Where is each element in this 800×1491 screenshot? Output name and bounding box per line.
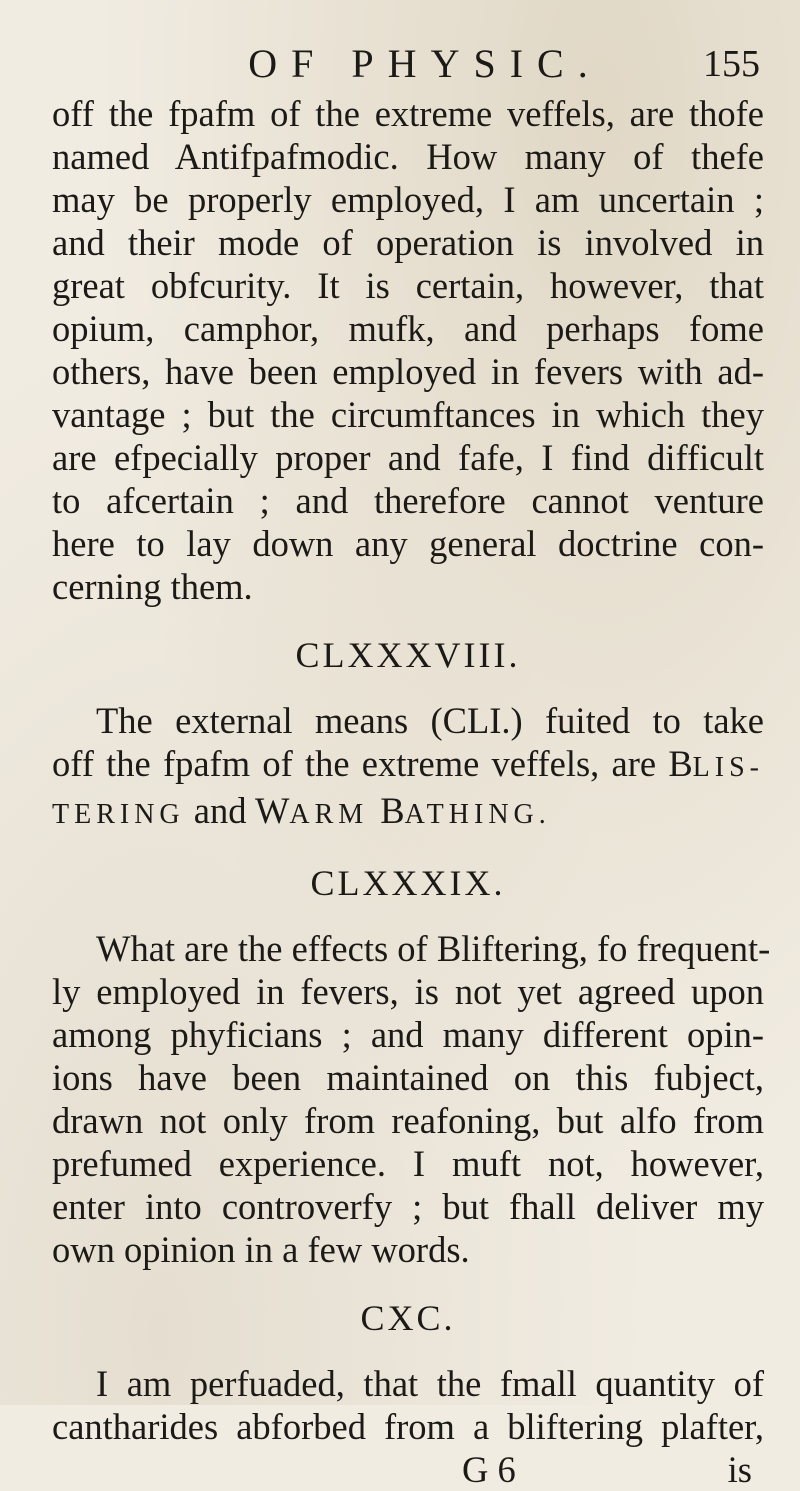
text-line [52,789,764,836]
running-title: OF PHYSIC. [248,41,602,86]
section-heading-190: CXC. [360,1298,456,1338]
text-line [52,742,764,789]
paragraph-antispasmodic [52,92,764,608]
text-line: others, have been employed in fevers with ad- [52,351,764,392]
small-caps-text: ATHING. [404,799,551,830]
text-line: may be properly employed, I am uncertain ; [52,179,764,220]
text-line: cerning them. [52,566,253,607]
text-line: great obfcurity. It is certain, however, that [52,265,764,306]
text-line: own opinion in a few words. [52,1229,470,1270]
section-heading-188: CLXXXVIII. [295,635,521,675]
text-line: enter into controverfy ; but fhall deliver my [52,1186,764,1227]
small-caps-initial: B [668,743,693,784]
small-caps-text: LIS- [692,752,764,783]
text-line: opium, camphor, mufk, and perhaps fome [52,308,764,349]
text-line: off the fpafm of the extreme veffels, are thofe [52,93,764,134]
page-body [52,92,771,1491]
small-caps-text: TERING [52,799,185,830]
small-caps-initial: B [380,790,405,831]
text-line: I am perfuaded, that the fmall quantity of [96,1363,764,1404]
page-number: 155 [703,43,760,85]
paragraph-external-means [52,699,764,836]
paragraph-blistering-effects [52,927,771,1271]
text-line: The external means (CLI.) fuited to take [96,700,764,741]
text-line: prefumed experience. I muft not, however, [52,1143,764,1184]
text-line: to afcertain ; and therefore cannot venture [52,480,764,521]
section-heading-189: CLXXXIX. [310,863,506,903]
text-line: here to lay down any general doctrine con- [52,523,764,564]
text-line: ions have been maintained on this fubject, [52,1057,764,1098]
text-line: ly employed in fevers, is not yet agreed upon [52,971,764,1012]
text-line: are efpecially proper and fafe, I find difficult [52,437,764,478]
page-footer [52,1448,764,1491]
catchword: is [727,1449,752,1490]
text-line: among phyficians ; and many different opin- [52,1014,764,1055]
page-header [52,40,764,92]
text-line: cantharides abforbed from a bliftering plafter, [52,1406,764,1447]
text-run: off the fpafm of the extreme veffels, are [52,743,669,784]
text-line: drawn not only from reafoning, but alfo from [52,1100,764,1141]
small-caps-initial: W [254,790,290,831]
small-caps-text: ARM [289,799,381,830]
text-line: named Antifpafmodic. How many of thefe [52,136,764,177]
text-line: vantage ; but the circumftances in which they [52,394,764,435]
text-line: and their mode of operation is involved in [52,222,764,263]
signature-mark: G 6 [462,1449,516,1490]
text-line: What are the effects of Bliftering, fo frequent- [96,928,771,969]
paragraph-cantharides [52,1362,764,1491]
text-run: and [184,790,255,831]
